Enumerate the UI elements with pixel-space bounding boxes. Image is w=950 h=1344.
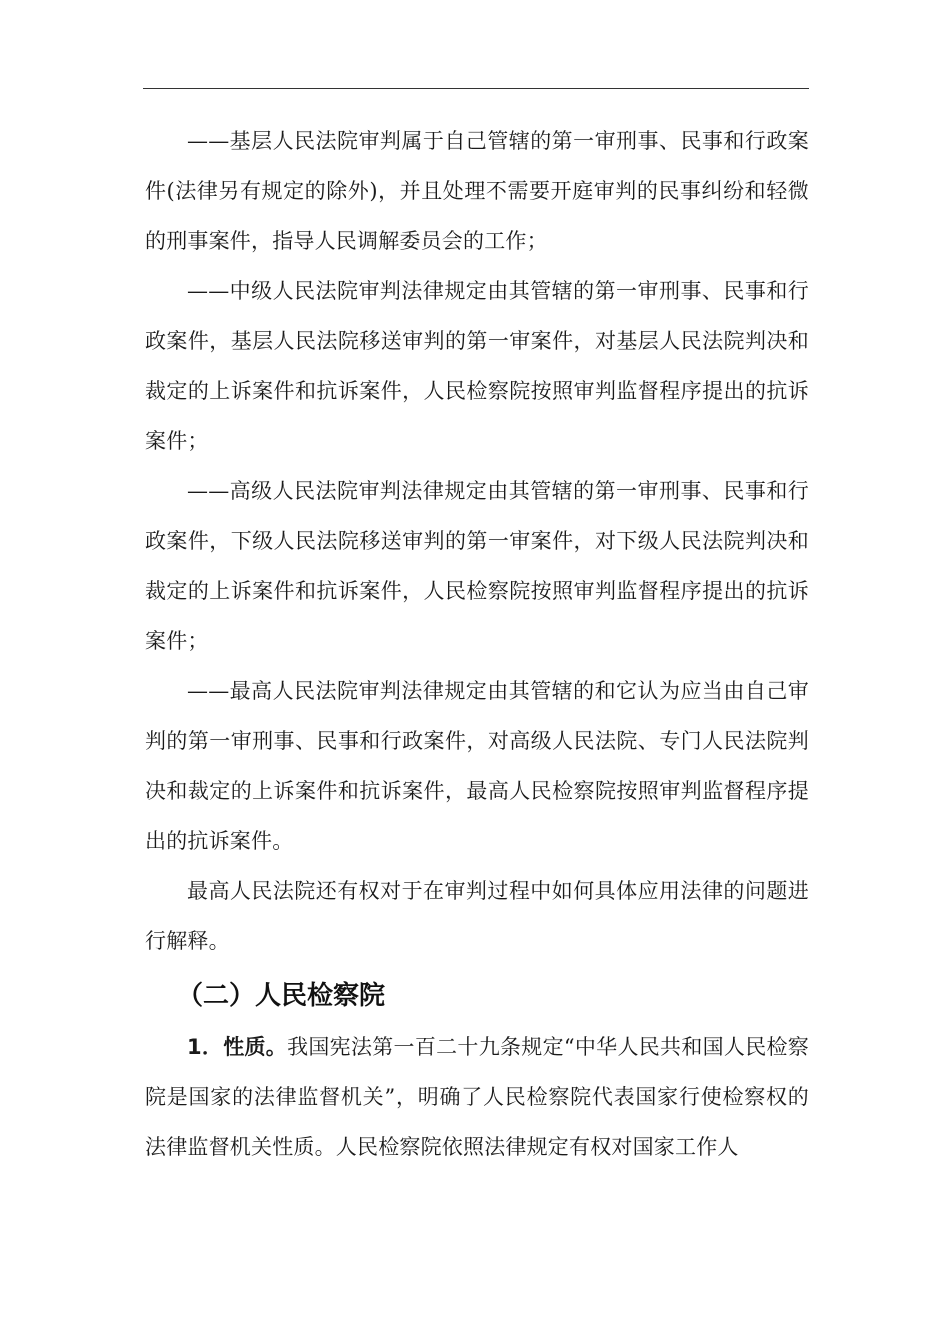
- paragraph-high-court: ——高级人民法院审判法律规定由其管辖的第一审刑事、民事和行政案件，下级人民法院移送审判的第一审案件，对下级人民法院判决和裁定的上诉案件和抗诉案件，人民检察院按照审判监督程序提出的抗诉案件；: [145, 479, 809, 653]
- document-body: [145, 116, 809, 1172]
- paragraph-procuratorate-nature: [145, 1022, 809, 1172]
- paragraph-basic-court: ——基层人民法院审判属于自己管辖的第一审刑事、民事和行政案件(法律另有规定的除外)，并且处理不需要开庭审判的民事纠纷和轻微的刑事案件，指导人民调解委员会的工作；: [145, 129, 809, 253]
- paragraph-text: 我国宪法第一百二十九条规定“中华人民共和国人民检察院是国家的法律监督机关”，明确了人民检察院代表国家行使检察权的法律监督机关性质。人民检察院依照法律规定有权对国家工作人: [145, 1035, 809, 1159]
- section-heading: （二）人民检察院: [177, 981, 386, 1011]
- header-rule: [143, 88, 809, 89]
- paragraph-supreme-court: ——最高人民法院审判法律规定由其管辖的和它认为应当由自己审判的第一审刑事、民事和行政案件，对高级人民法院、专门人民法院判决和裁定的上诉案件和抗诉案件，最高人民检察院按照审判监督程序提出的抗诉案件。: [145, 679, 809, 853]
- paragraph-interpretation: 最高人民法院还有权对于在审判过程中如何具体应用法律的问题进行解释。: [145, 879, 809, 953]
- paragraph-intermediate-court: ——中级人民法院审判法律规定由其管辖的第一审刑事、民事和行政案件，基层人民法院移送审判的第一审案件，对基层人民法院判决和裁定的上诉案件和抗诉案件，人民检察院按照审判监督程序提出的抗诉案件；: [145, 279, 809, 453]
- paragraph-lead: 1．性质。: [187, 1035, 288, 1059]
